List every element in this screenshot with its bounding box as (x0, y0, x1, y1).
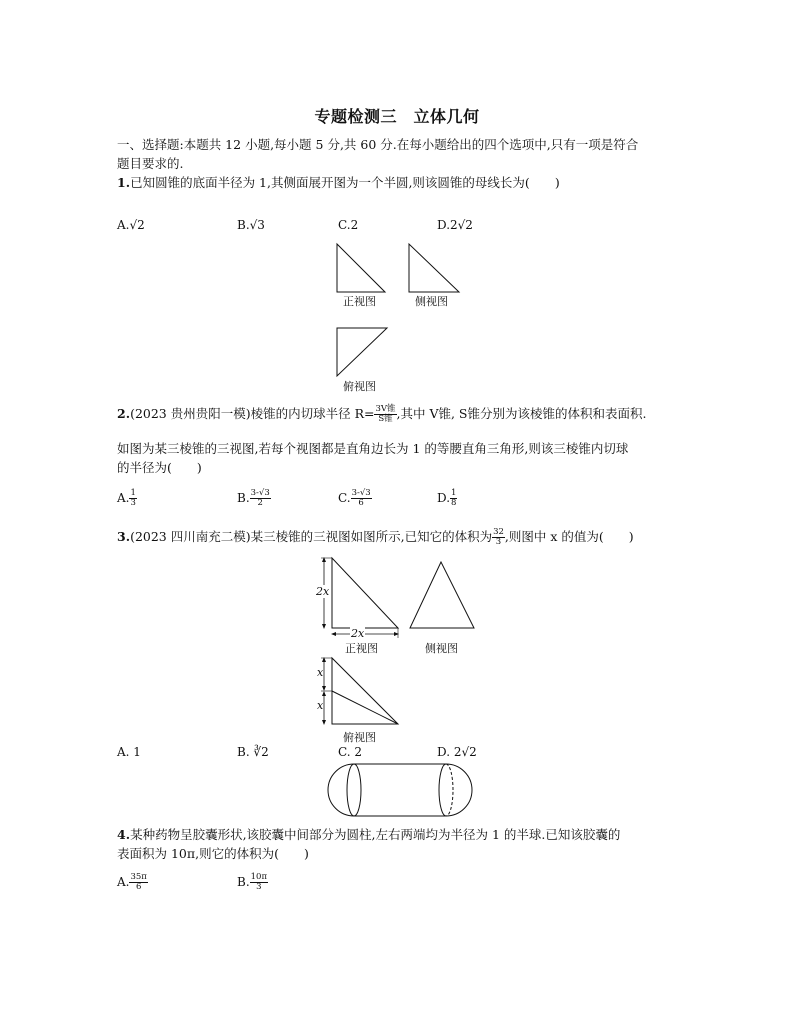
question-1-number: 1. (117, 175, 131, 190)
question-2-line1 (117, 405, 646, 424)
formula-numerator: 3V锥 (375, 404, 396, 414)
q3-option-b: B. ∛2 (237, 745, 269, 759)
q4-option-b (237, 873, 268, 892)
top-view-label-1: 俯视图 (343, 380, 376, 393)
front-view-label-3: 正视图 (345, 642, 378, 655)
dim-2x-horizontal: 2x (351, 627, 365, 640)
option-numerator: 10π (250, 872, 268, 882)
question-2-line2: 如图为某三棱锥的三视图,若每个视图都是直角边长为 1 的等腰直角三角形,则该三棱锥内切球 (117, 441, 629, 456)
capsule-figure (328, 762, 473, 820)
page-title: 专题检测三 立体几何 (314, 107, 480, 126)
option-denominator: 3 (256, 882, 262, 892)
q3-option-a: A. 1 (117, 745, 141, 759)
option-label: B. (237, 491, 250, 505)
q1-option-c: C.2 (338, 218, 359, 232)
question-4-number: 4. (117, 827, 131, 842)
q4-option-a (117, 873, 148, 892)
option-denominator: 8 (451, 498, 457, 508)
side-view-triangle (408, 242, 460, 294)
top-view-label-3: 俯视图 (343, 731, 376, 744)
question-3-text-b: ,则图中 x 的值为( ) (504, 529, 634, 544)
q3-option-d: D. 2√2 (437, 745, 477, 759)
question-1-text: 已知圆锥的底面半径为 1,其侧面展开图为一个半圆,则该圆锥的母线长为( ) (130, 175, 560, 190)
question-2-line3: 的半径为( ) (117, 460, 202, 475)
section-header-line2: 题目要求的. (117, 156, 184, 171)
dim-x-top: x (317, 666, 324, 679)
q1-option-b: B.√3 (237, 218, 265, 232)
side-view-label-1: 侧视图 (415, 295, 448, 308)
volume-denominator: 3 (495, 537, 502, 547)
option-numerator: 3-√3 (250, 488, 270, 498)
q3-top-view-figure (310, 656, 410, 728)
q2-option-a (117, 489, 137, 508)
front-view-triangle (336, 242, 386, 294)
question-3 (117, 528, 634, 547)
question-3-text-a: (2023 四川南充二模)某三棱锥的三视图如图所示,已知它的体积为 (130, 529, 493, 544)
front-view-label-1: 正视图 (343, 295, 376, 308)
section-header-line1: 一、选择题:本题共 12 小题,每小题 5 分,共 60 分.在每小题给出的四个选项中,只有一项是符合 (117, 137, 639, 152)
insphere-radius-formula (374, 405, 396, 424)
option-denominator: 6 (358, 498, 364, 508)
formula-denominator: S锥 (378, 414, 393, 424)
question-2-text-b: ,其中 V锥, S锥分别为该棱锥的体积和表面积. (396, 406, 647, 421)
q3-side-view-figure (408, 560, 478, 630)
volume-fraction (492, 528, 505, 547)
dim-2x-vertical: 2x (316, 585, 330, 598)
option-numerator: 1 (451, 488, 457, 498)
option-label: D. (437, 491, 451, 505)
question-2-number: 2. (117, 406, 131, 421)
q3-option-c: C. 2 (338, 745, 363, 759)
option-numerator: 1 (130, 488, 136, 498)
side-view-label-3: 侧视图 (425, 642, 458, 655)
option-label: A. (117, 875, 130, 889)
question-4-text-1: 某种药物呈胶囊形状,该胶囊中间部分为圆柱,左右两端均为半径为 1 的半球.已知该胶囊的 (130, 827, 621, 842)
option-label: C. (338, 491, 351, 505)
question-4-line2: 表面积为 10π,则它的体积为( ) (117, 846, 309, 861)
option-denominator: 6 (135, 882, 142, 892)
q2-option-c (338, 489, 372, 508)
top-view-triangle (336, 326, 388, 378)
q2-option-b (237, 489, 271, 508)
option-label: B. (237, 875, 250, 889)
volume-numerator: 32 (493, 527, 504, 537)
option-denominator: 3 (130, 498, 136, 508)
q1-option-a: A.√2 (117, 218, 145, 232)
option-numerator: 3-√3 (351, 488, 371, 498)
option-denominator: 2 (257, 498, 263, 508)
question-3-number: 3. (117, 529, 131, 544)
q1-option-d: D.2√2 (437, 218, 473, 232)
q2-option-d (437, 489, 457, 508)
dim-x-bottom: x (317, 699, 324, 712)
option-label: A. (117, 491, 130, 505)
option-numerator: 35π (130, 872, 147, 882)
question-1 (117, 174, 560, 192)
q3-front-triangle (332, 558, 398, 628)
question-2-text-a: (2023 贵州贵阳一模)棱锥的内切球半径 R= (130, 406, 375, 421)
question-4-line1 (117, 826, 620, 844)
